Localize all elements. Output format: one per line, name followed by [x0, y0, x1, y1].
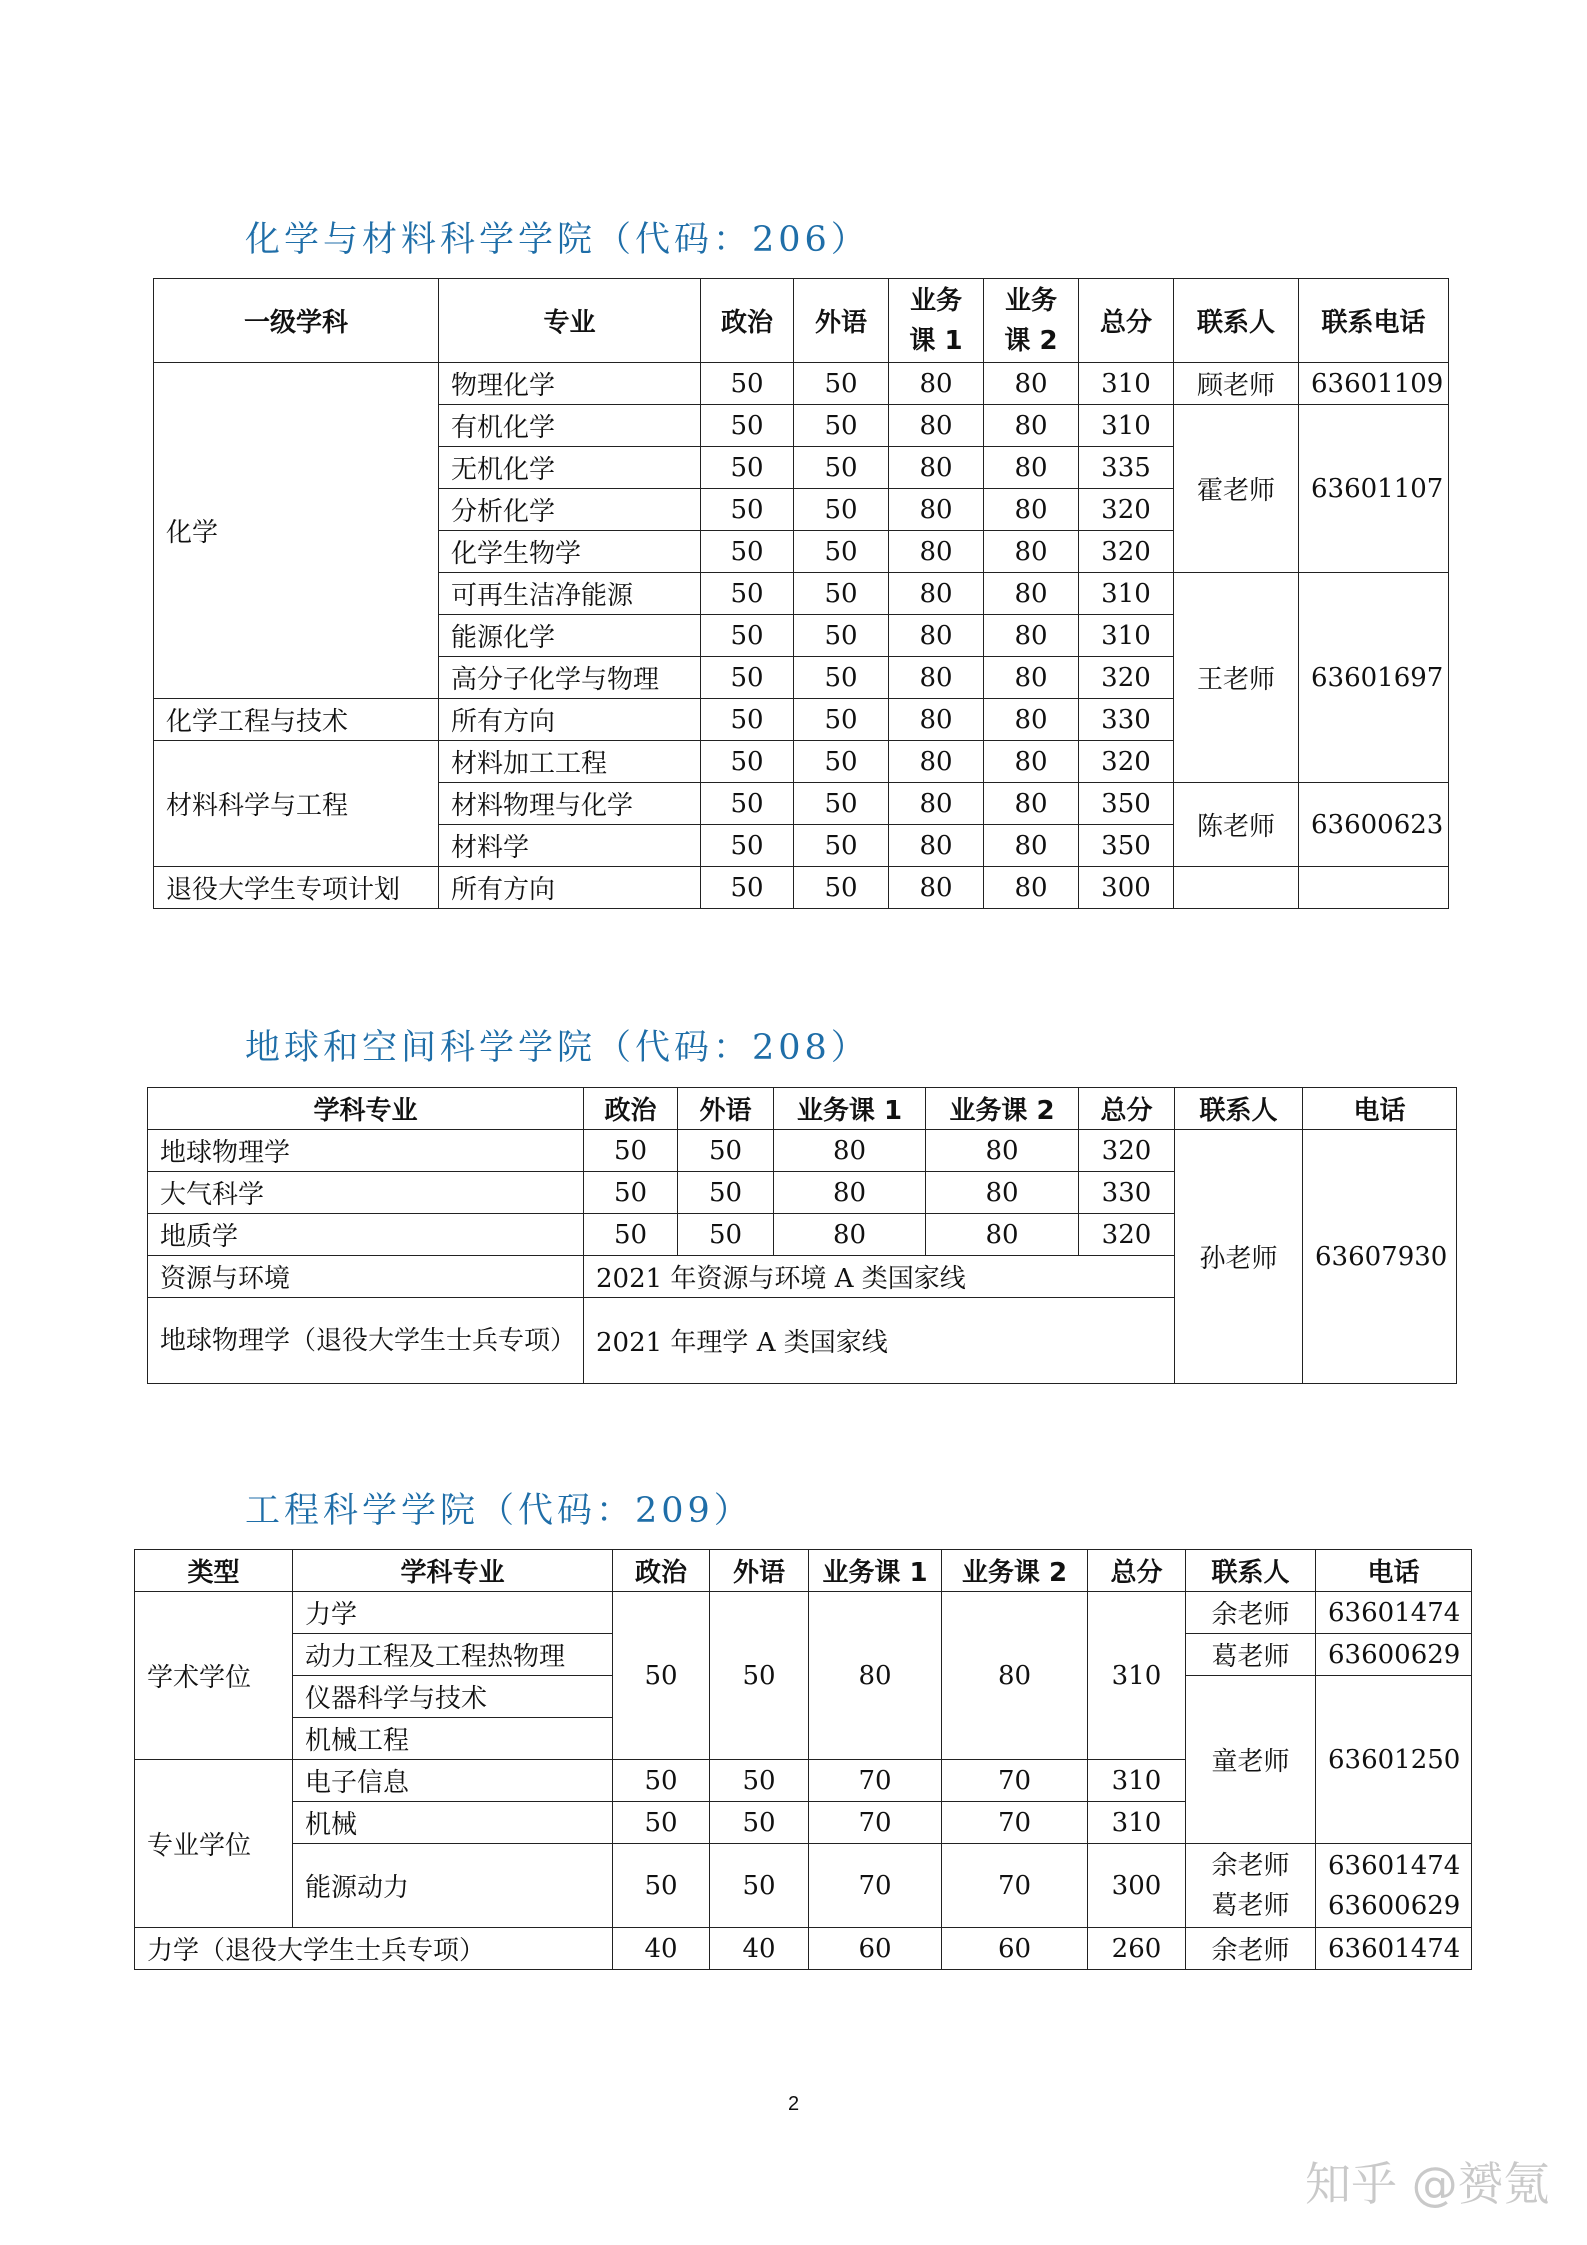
major-cell-veteran: 力学（退役大学生士兵专项）: [135, 1928, 613, 1970]
header-language: 外语: [710, 1550, 809, 1592]
chemistry-score-table: [153, 278, 1449, 909]
politics-cell: 50: [584, 1130, 678, 1172]
header-phone: 电话: [1316, 1550, 1472, 1592]
type-professional: 专业学位: [135, 1760, 293, 1928]
total-cell: 330: [1079, 699, 1174, 741]
course2-cell: 80: [984, 867, 1079, 909]
course2-cell: 70: [942, 1760, 1088, 1802]
major-cell: 分析化学: [439, 489, 701, 531]
course1-cell: 80: [889, 867, 984, 909]
politics-cell: 50: [701, 657, 794, 699]
language-cell: 50: [794, 657, 889, 699]
contact-cell: 孙老师: [1175, 1130, 1303, 1384]
header-course1: 业务课 1: [889, 279, 984, 363]
header-major: 学科专业: [148, 1088, 584, 1130]
phone-cell: 63601697: [1299, 573, 1449, 783]
header-total: 总分: [1088, 1550, 1186, 1592]
major-cell: 大气科学: [148, 1172, 584, 1214]
header-course2: 业务课 2: [942, 1550, 1088, 1592]
contact-phone: 63600629: [1328, 1890, 1461, 1921]
politics-cell: 50: [701, 783, 794, 825]
header-politics: 政治: [584, 1088, 678, 1130]
politics-cell: 50: [701, 405, 794, 447]
language-cell: 50: [710, 1802, 809, 1844]
course1-cell: 80: [889, 489, 984, 531]
politics-cell: 50: [701, 867, 794, 909]
discipline-veteran: 退役大学生专项计划: [154, 867, 439, 909]
course2-cell: 80: [984, 405, 1079, 447]
national-line-note: 2021 年理学 A 类国家线: [584, 1298, 1175, 1384]
course1-cell: 80: [889, 699, 984, 741]
politics-cell: 40: [613, 1928, 710, 1970]
language-cell: 50: [678, 1214, 774, 1256]
contact-cell-double: [1186, 1844, 1316, 1928]
header-contact: 联系人: [1175, 1088, 1303, 1130]
language-cell: 50: [710, 1844, 809, 1928]
discipline-materials: 材料科学与工程: [154, 741, 439, 867]
course2-cell: 80: [984, 573, 1079, 615]
contact-name: 葛老师: [1211, 1890, 1290, 1921]
header-course1: 业务课 1: [809, 1550, 942, 1592]
major-cell: 动力工程及工程热物理: [293, 1634, 613, 1676]
contact-name: 余老师: [1211, 1850, 1290, 1881]
total-cell: 260: [1088, 1928, 1186, 1970]
engineering-score-table: [134, 1549, 1472, 1970]
language-cell: 50: [794, 699, 889, 741]
phone-cell: 63600629: [1316, 1634, 1472, 1676]
header-contact: 联系人: [1174, 279, 1299, 363]
header-course2: 业务课 2: [926, 1088, 1079, 1130]
language-cell: 50: [794, 363, 889, 405]
total-cell: 350: [1079, 825, 1174, 867]
course2-cell: 80: [926, 1214, 1079, 1256]
course2-cell: 80: [984, 783, 1079, 825]
course2-cell: 80: [984, 615, 1079, 657]
course1-cell: 80: [889, 363, 984, 405]
phone-cell-double: [1316, 1844, 1472, 1928]
total-cell: 310: [1088, 1802, 1186, 1844]
total-cell: 320: [1079, 657, 1174, 699]
language-cell: 40: [710, 1928, 809, 1970]
politics-cell: 50: [584, 1214, 678, 1256]
major-cell: 机械工程: [293, 1718, 613, 1760]
course2-cell: 80: [926, 1172, 1079, 1214]
language-cell: 50: [794, 615, 889, 657]
total-cell: 310: [1088, 1760, 1186, 1802]
total-cell: 335: [1079, 447, 1174, 489]
discipline-chemical-engineering: 化学工程与技术: [154, 699, 439, 741]
contact-cell: 童老师: [1186, 1676, 1316, 1844]
politics-cell: 50: [701, 363, 794, 405]
earth-space-score-table: [147, 1087, 1457, 1384]
total-cell: 310: [1079, 573, 1174, 615]
course1-cell: 70: [809, 1844, 942, 1928]
contact-cell: 霍老师: [1174, 405, 1299, 573]
course2-cell: 80: [942, 1592, 1088, 1760]
politics-cell: 50: [613, 1844, 710, 1928]
contact-cell: 葛老师: [1186, 1634, 1316, 1676]
course1-cell: 70: [809, 1760, 942, 1802]
course1-cell: 80: [889, 615, 984, 657]
course2-cell: 80: [984, 741, 1079, 783]
total-cell: 310: [1079, 363, 1174, 405]
language-cell: 50: [678, 1130, 774, 1172]
course2-cell: 80: [984, 657, 1079, 699]
major-cell: 力学: [293, 1592, 613, 1634]
total-cell: 320: [1079, 1130, 1175, 1172]
course1-cell: 80: [889, 783, 984, 825]
language-cell: 50: [794, 825, 889, 867]
major-cell: 可再生洁净能源: [439, 573, 701, 615]
contact-cell: 顾老师: [1174, 363, 1299, 405]
phone-cell: 63601474: [1316, 1592, 1472, 1634]
discipline-chemistry: 化学: [154, 363, 439, 699]
course1-cell: 60: [809, 1928, 942, 1970]
politics-cell: 50: [701, 615, 794, 657]
major-cell: 材料物理与化学: [439, 783, 701, 825]
phone-cell: 63601109: [1299, 363, 1449, 405]
total-cell: 300: [1079, 867, 1174, 909]
total-cell: 300: [1088, 1844, 1186, 1928]
total-cell: 330: [1079, 1172, 1175, 1214]
header-major: 学科专业: [293, 1550, 613, 1592]
major-cell: 能源化学: [439, 615, 701, 657]
politics-cell: 50: [584, 1172, 678, 1214]
major-cell: 资源与环境: [148, 1256, 584, 1298]
header-course2: 业务课 2: [984, 279, 1079, 363]
major-cell: 电子信息: [293, 1760, 613, 1802]
language-cell: 50: [794, 741, 889, 783]
header-discipline: 一级学科: [154, 279, 439, 363]
header-total: 总分: [1079, 279, 1174, 363]
course1-cell: 80: [889, 657, 984, 699]
header-politics: 政治: [701, 279, 794, 363]
politics-cell: 50: [613, 1802, 710, 1844]
total-cell: 320: [1079, 741, 1174, 783]
phone-cell: 63607930: [1303, 1130, 1457, 1384]
major-cell: 高分子化学与物理: [439, 657, 701, 699]
contact-cell: 余老师: [1186, 1592, 1316, 1634]
major-cell: 所有方向: [439, 699, 701, 741]
course2-cell: 70: [942, 1802, 1088, 1844]
course1-cell: 70: [809, 1802, 942, 1844]
contact-cell: 陈老师: [1174, 783, 1299, 867]
course2-cell: 80: [984, 363, 1079, 405]
contact-cell: 王老师: [1174, 573, 1299, 783]
course1-cell: 80: [889, 447, 984, 489]
zhihu-watermark: 知乎 @赟氪: [1305, 2157, 1550, 2211]
politics-cell: 50: [701, 489, 794, 531]
course2-cell: 80: [926, 1130, 1079, 1172]
major-cell: 无机化学: [439, 447, 701, 489]
language-cell: 50: [794, 573, 889, 615]
header-phone: 电话: [1303, 1088, 1457, 1130]
course1-cell: 80: [889, 405, 984, 447]
language-cell: 50: [794, 447, 889, 489]
major-cell: 化学生物学: [439, 531, 701, 573]
course1-cell: 80: [774, 1214, 926, 1256]
language-cell: 50: [794, 783, 889, 825]
section-title-earth-space: 地球和空间科学学院（代码：208）: [245, 1028, 870, 1068]
phone-cell: 63601474: [1316, 1928, 1472, 1970]
course2-cell: 80: [984, 531, 1079, 573]
language-cell: 50: [710, 1760, 809, 1802]
course2-cell: 80: [984, 825, 1079, 867]
major-cell: 物理化学: [439, 363, 701, 405]
major-cell: 地球物理学（退役大学生士兵专项）: [148, 1298, 584, 1384]
total-cell: 350: [1079, 783, 1174, 825]
total-cell: 320: [1079, 489, 1174, 531]
phone-cell-empty: [1299, 867, 1449, 909]
major-cell: 能源动力: [293, 1844, 613, 1928]
total-cell: 320: [1079, 531, 1174, 573]
politics-cell: 50: [613, 1592, 710, 1760]
header-language: 外语: [678, 1088, 774, 1130]
total-cell: 310: [1079, 405, 1174, 447]
course2-cell: 70: [942, 1844, 1088, 1928]
header-contact: 联系人: [1186, 1550, 1316, 1592]
header-politics: 政治: [613, 1550, 710, 1592]
course1-cell: 80: [889, 825, 984, 867]
politics-cell: 50: [701, 741, 794, 783]
section-title-engineering: 工程科学学院（代码：209）: [245, 1491, 753, 1531]
header-phone: 联系电话: [1299, 279, 1449, 363]
header-course1: 业务课 1: [774, 1088, 926, 1130]
page-number: 2: [787, 2093, 800, 2115]
header-major: 专业: [439, 279, 701, 363]
politics-cell: 50: [701, 825, 794, 867]
phone-cell: 63601250: [1316, 1676, 1472, 1844]
national-line-note: 2021 年资源与环境 A 类国家线: [584, 1256, 1175, 1298]
major-cell: 地球物理学: [148, 1130, 584, 1172]
course1-cell: 80: [889, 741, 984, 783]
politics-cell: 50: [613, 1760, 710, 1802]
course1-cell: 80: [809, 1592, 942, 1760]
course1-cell: 80: [774, 1130, 926, 1172]
course1-cell: 80: [774, 1172, 926, 1214]
politics-cell: 50: [701, 573, 794, 615]
course1-cell: 80: [889, 531, 984, 573]
header-type: 类型: [135, 1550, 293, 1592]
total-cell: 310: [1088, 1592, 1186, 1760]
language-cell: 50: [794, 405, 889, 447]
language-cell: 50: [678, 1172, 774, 1214]
course2-cell: 80: [984, 699, 1079, 741]
major-cell: 机械: [293, 1802, 613, 1844]
phone-cell: 63601107: [1299, 405, 1449, 573]
major-cell: 所有方向: [439, 867, 701, 909]
politics-cell: 50: [701, 699, 794, 741]
language-cell: 50: [794, 867, 889, 909]
language-cell: 50: [794, 531, 889, 573]
contact-cell: 余老师: [1186, 1928, 1316, 1970]
language-cell: 50: [794, 489, 889, 531]
type-academic: 学术学位: [135, 1592, 293, 1760]
header-language: 外语: [794, 279, 889, 363]
course2-cell: 80: [984, 447, 1079, 489]
course2-cell: 60: [942, 1928, 1088, 1970]
total-cell: 320: [1079, 1214, 1175, 1256]
major-cell: 地质学: [148, 1214, 584, 1256]
contact-phone: 63601474: [1328, 1850, 1461, 1881]
politics-cell: 50: [701, 447, 794, 489]
phone-cell: 63600623: [1299, 783, 1449, 867]
header-total: 总分: [1079, 1088, 1175, 1130]
major-cell: 仪器科学与技术: [293, 1676, 613, 1718]
major-cell: 材料学: [439, 825, 701, 867]
major-cell: 材料加工工程: [439, 741, 701, 783]
major-cell: 有机化学: [439, 405, 701, 447]
contact-cell-empty: [1174, 867, 1299, 909]
section-title-chemistry: 化学与材料科学学院（代码：206）: [245, 220, 870, 260]
total-cell: 310: [1079, 615, 1174, 657]
language-cell: 50: [710, 1592, 809, 1760]
course1-cell: 80: [889, 573, 984, 615]
politics-cell: 50: [701, 531, 794, 573]
course2-cell: 80: [984, 489, 1079, 531]
